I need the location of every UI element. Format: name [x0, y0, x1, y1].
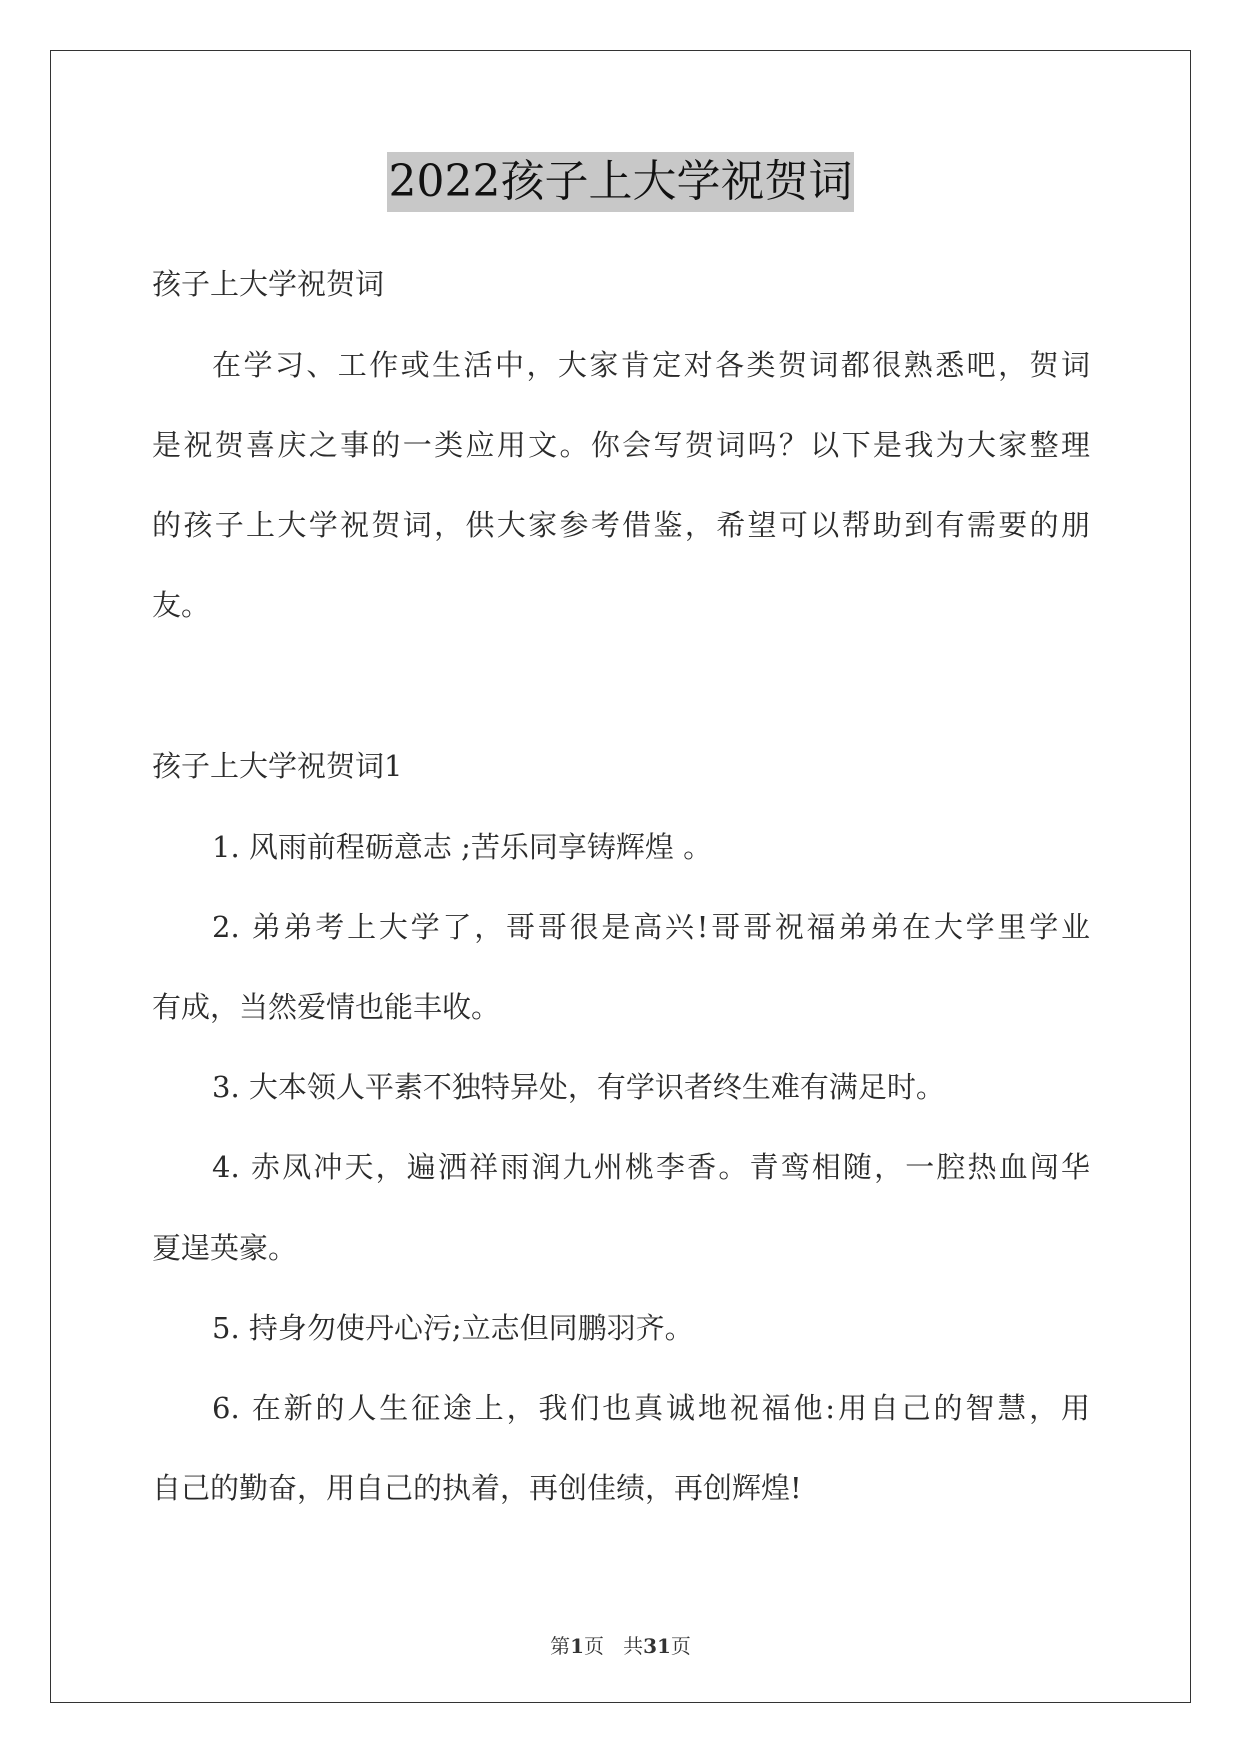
list-item: 3. 大本领人平素不独特异处，有学识者终生难有满足时。 [212, 1070, 945, 1104]
paragraph-line: 在学习、工作或生活中，大家肯定对各类贺词都很熟悉吧，贺词 [212, 348, 1090, 382]
list-item: 5. 持身勿使丹心污;立志但同鹏羽齐。 [212, 1311, 694, 1345]
document-title: 2022孩子上大学祝贺词 [387, 152, 855, 212]
list-item: 6. 在新的人生征途上，我们也真诚地祝福他:用自己的智慧，用 [212, 1391, 1090, 1425]
section-heading: 孩子上大学祝贺词1 [152, 749, 403, 783]
title-container [0, 152, 1241, 212]
page-suffix: 页 [584, 1634, 604, 1658]
list-item-continuation: 夏逞英豪。 [152, 1231, 298, 1265]
total-suffix: 页 [670, 1634, 691, 1658]
list-item: 4. 赤凤冲天，遍洒祥雨润九州桃李香。青鸾相随，一腔热血闯华 [212, 1150, 1090, 1184]
list-item-continuation: 自己的勤奋，用自己的执着，再创佳绩，再创辉煌! [152, 1471, 802, 1505]
page-footer [0, 1634, 1241, 1658]
total-prefix: 共 [623, 1634, 644, 1658]
intro-heading: 孩子上大学祝贺词 [152, 267, 385, 301]
list-item: 1. 风雨前程砺意志 ;苦乐同享铸辉煌 。 [212, 830, 713, 864]
total-pages: 31 [643, 1634, 671, 1658]
page-prefix: 第 [550, 1634, 571, 1658]
list-item-continuation: 有成，当然爱情也能丰收。 [152, 990, 501, 1024]
paragraph-line: 友。 [152, 588, 211, 622]
page-number: 1 [570, 1634, 584, 1658]
list-item: 2. 弟弟考上大学了，哥哥很是高兴!哥哥祝福弟弟在大学里学业 [212, 910, 1090, 944]
paragraph-line: 是祝贺喜庆之事的一类应用文。你会写贺词吗？以下是我为大家整理 [152, 428, 1090, 462]
paragraph-line: 的孩子上大学祝贺词，供大家参考借鉴，希望可以帮助到有需要的朋 [152, 508, 1090, 542]
